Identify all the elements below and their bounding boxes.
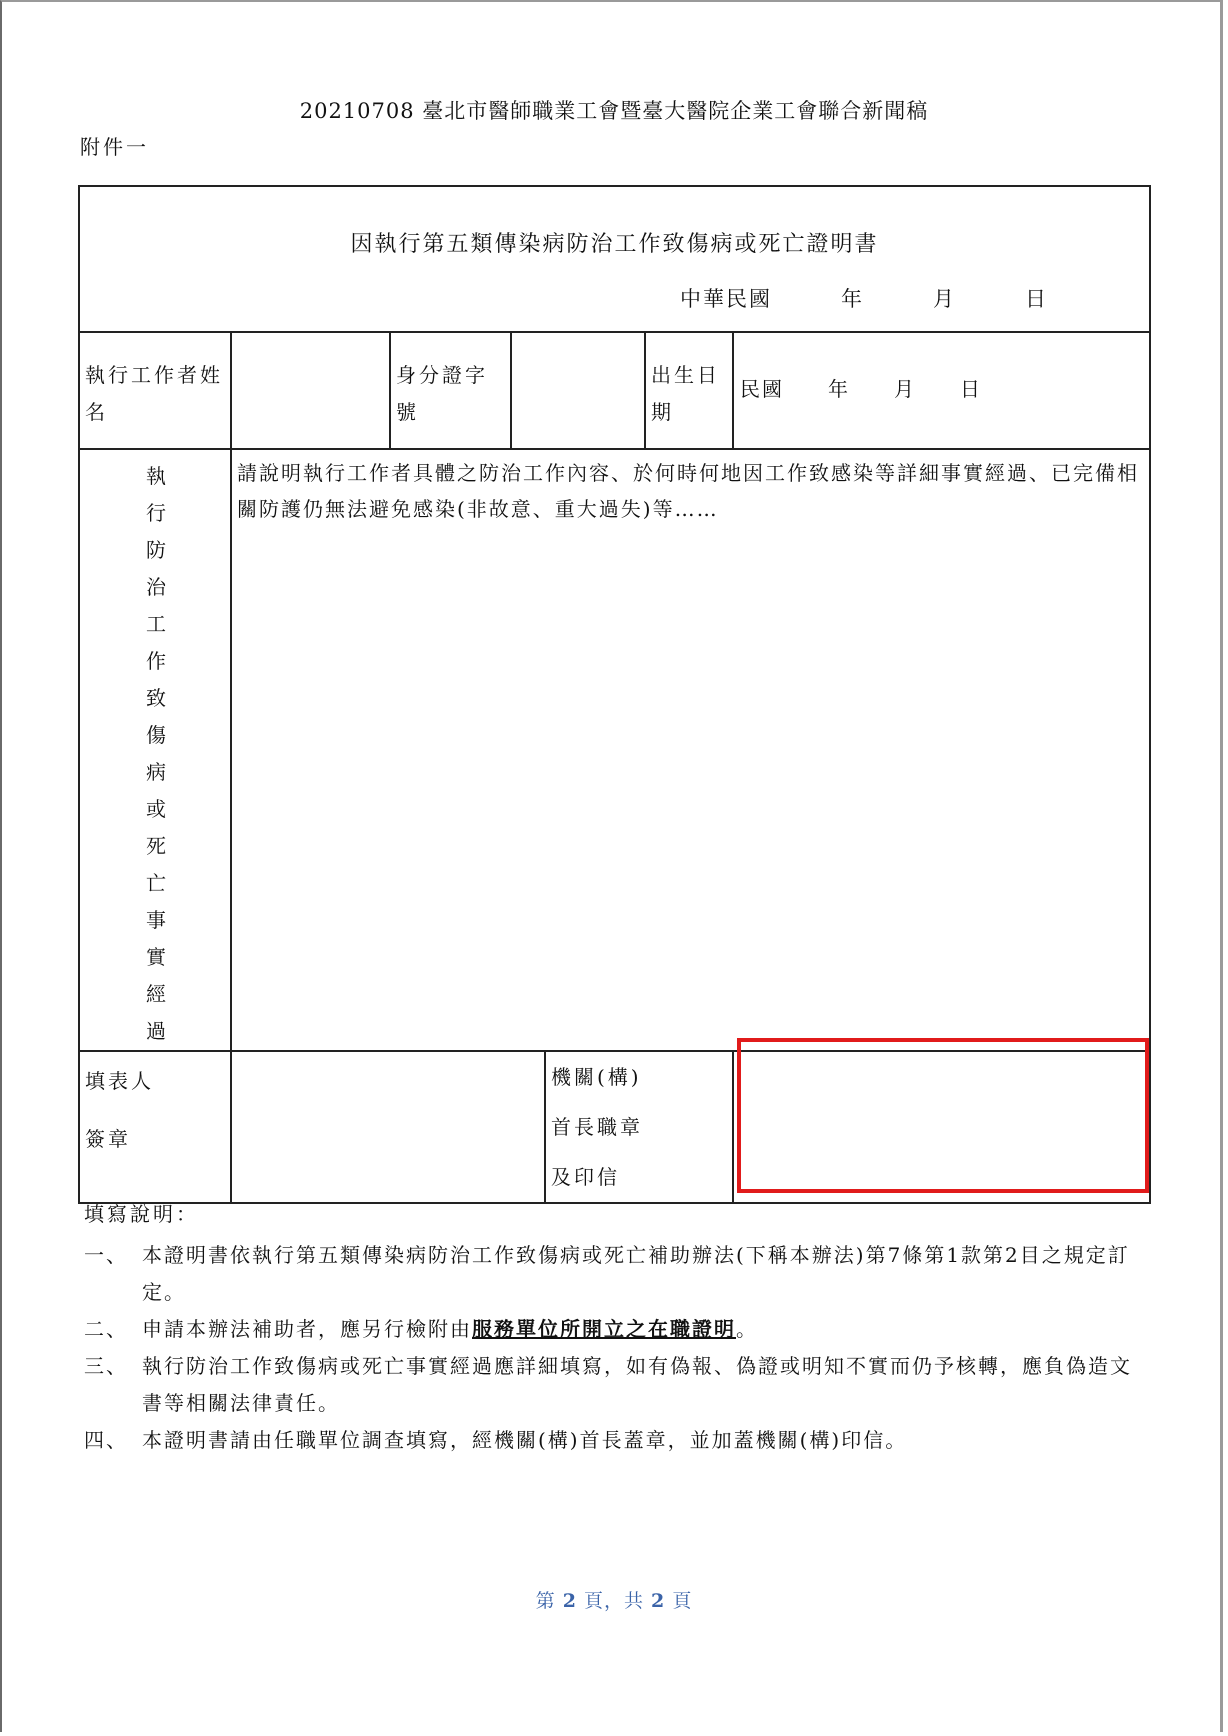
id-number-label: 身分證字號 [396,363,488,424]
instruction-item [84,1311,1144,1348]
facts-label-cell [79,449,231,1051]
instruction-number: 一、 [84,1243,128,1267]
seal-label-cell [545,1051,733,1203]
filler-label-line2: 簽章 [85,1127,131,1151]
facts-instruction: 請說明執行工作者具體之防治工作內容、於何時何地因工作致感染等詳細事實經過、已完備相關防護仍無法避免感染(非故意、重大過失)等…… [237,461,1139,521]
instruction-text: 執行防治工作致傷病或死亡事實經過應詳細填寫，如有偽報、偽證或明知不實而仍予核轉，應負偽造文書等相關法律責任。 [142,1354,1132,1415]
attachment-label: 附件一 [80,135,149,159]
instruction-text: 本證明書請由任職單位調查填寫，經機關(構)首長蓋章，並加蓋機關(構)印信。 [142,1428,908,1452]
id-number-label-cell [390,332,511,449]
instruction-text: 本證明書依執行第五類傳染病防治工作致傷病或死亡補助辦法(下稱本辦法)第7條第1款第2目之規定訂定。 [142,1243,1130,1304]
page-footer: 第 2 頁，共 2 頁 [535,1590,693,1612]
instruction-item [84,1422,1144,1459]
worker-name-label-cell [79,332,231,449]
filler-label-line1: 填表人 [85,1069,154,1093]
birth-date-value: 民國 年 月 日 [740,377,982,401]
instruction-number: 四、 [84,1428,128,1452]
total-page-count: 2 [651,1590,666,1612]
instruction-text: 申請本辦法補助者，應另行檢附由服務單位所開立之在職證明。 [142,1317,758,1341]
seal-highlight-box [737,1038,1149,1193]
document-header-title: 20210708 臺北市醫師職業工會暨臺大醫院企業工會聯合新聞稿 [299,99,929,123]
current-page-number: 2 [562,1590,577,1612]
instruction-item [84,1237,1144,1311]
form-title-cell [79,186,1150,332]
form-title: 因執行第五類傳染病防治工作致傷病或死亡證明書 [350,232,879,257]
worker-name-field[interactable] [231,332,390,449]
filler-signature-field[interactable] [231,1051,545,1203]
facts-label: 執行防治工作致傷病或死亡事實經過 [146,464,166,1043]
facts-field[interactable] [231,449,1150,1051]
form-date-line: 中華民國 年 月 日 [680,287,1048,311]
seal-label-line2: 首長職章 [551,1115,643,1139]
instructions-section [84,1198,1144,1459]
employment-certificate-emphasis: 服務單位所開立之在職證明 [472,1317,736,1341]
birth-date-label: 出生日期 [651,363,720,424]
worker-name-label: 執行工作者姓名 [85,363,223,424]
instruction-number: 二、 [84,1317,128,1341]
seal-label-line3: 及印信 [551,1165,620,1189]
instruction-number: 三、 [84,1354,128,1378]
filler-signature-label-cell [79,1051,231,1203]
seal-label-line1: 機關(構) [551,1065,642,1089]
instructions-heading: 填寫說明： [84,1202,199,1226]
birth-date-label-cell [645,332,733,449]
instruction-item [84,1348,1144,1422]
birth-date-field[interactable] [733,332,1150,449]
id-number-field[interactable] [511,332,645,449]
